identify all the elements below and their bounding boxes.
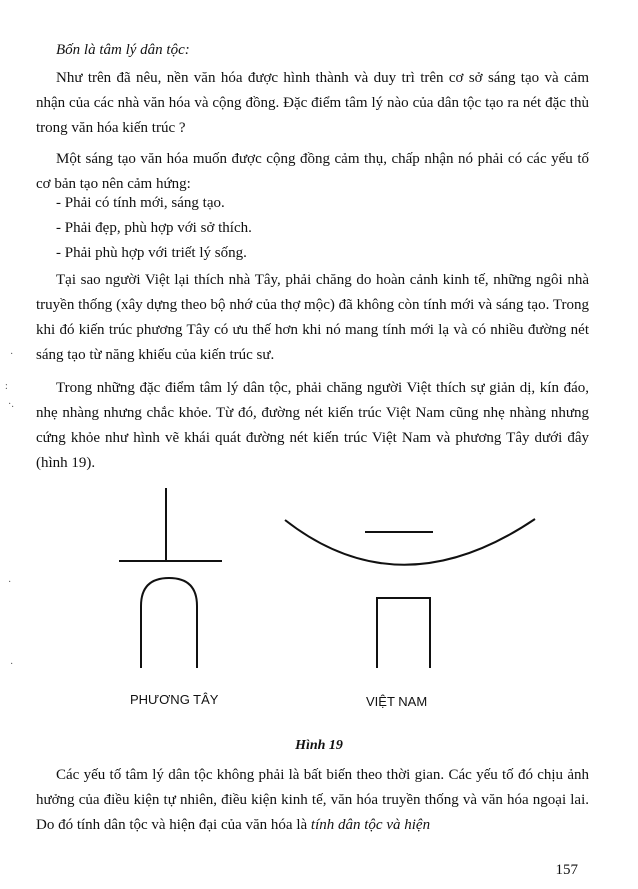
- bullet-item: - Phải có tính mới, sáng tạo.: [56, 195, 225, 211]
- figure-caption: Hình 19: [295, 738, 343, 753]
- margin-speck: ·: [10, 349, 14, 360]
- western-arch: [141, 578, 197, 668]
- bullet-item: - Phải phù hợp với triết lý sống.: [56, 245, 247, 261]
- margin-speck: ·: [8, 577, 12, 588]
- bullet-item: - Phải đẹp, phù hợp với sở thích.: [56, 220, 252, 236]
- paragraph-3: Tại sao người Việt lại thích nhà Tây, phải chăng do hoàn cảnh kinh tế, những ngôi nhà truyền thống (xây dựng theo bộ nhớ của thợ mộc) đã không còn tính mới và sáng tạo. Trong khi đó kiến trúc phương Tây có ưu thế hơn khi nó mang tính mới lạ và có nhiều đường nét sáng tạo từ năng khiếu của kiến trúc sư.: [36, 272, 589, 363]
- paragraph-5-text: Các yếu tố tâm lý dân tộc không phải là bất biến theo thời gian. Các yếu tố đó chịu ảnh hưởng của điều kiện tự nhiên, điều kiện kinh tế, văn hóa truyền thống và văn hóa ngoại lai. Do đó tính dân tộc và hiện đại của văn hóa là: [36, 767, 589, 833]
- margin-speck: ·: [10, 659, 14, 670]
- vietnamese-curved-roof: [285, 519, 535, 565]
- paragraph-2: Một sáng tạo văn hóa muốn được cộng đồng cảm thụ, chấp nhận nó phải có các yếu tố cơ bản tạo nên cảm hứng:: [36, 151, 589, 192]
- vietnamese-lines-drawing: [285, 519, 535, 668]
- margin-speck: :: [5, 381, 8, 392]
- figure-label-vietnam: VIỆT NAM: [366, 694, 428, 709]
- margin-speck: ·.: [8, 399, 14, 410]
- page-number: 157: [555, 862, 578, 878]
- vietnamese-rectangular-frame: [377, 598, 430, 668]
- western-lines-drawing: [119, 488, 222, 668]
- paragraph-5: [36, 763, 589, 838]
- figure-label-west: PHƯƠNG TÂY: [130, 692, 219, 707]
- paragraph-5-italic-tail: tính dân tộc và hiện: [310, 817, 431, 833]
- paragraph-4: Trong những đặc điểm tâm lý dân tộc, phải chăng người Việt thích sự giản dị, kín đáo, nhẹ nhàng nhưng chắc khỏe. Từ đó, đường nét kiến trúc Việt Nam cũng nhẹ nhàng nhưng cứng khỏe như hình vẽ khái quát đường nét kiến trúc Việt Nam và phương Tây dưới đây (hình 19).: [36, 380, 589, 471]
- section-heading: Bốn là tâm lý dân tộc:: [56, 42, 190, 58]
- paragraph-1: Như trên đã nêu, nền văn hóa được hình thành và duy trì trên cơ sở sáng tạo và cảm nhận của các nhà văn hóa và cộng đồng. Đặc điểm tâm lý nào của dân tộc tạo ra nét đặc thù trong văn hóa kiến trúc ?: [36, 70, 589, 136]
- figure-19-drawing: [0, 470, 638, 720]
